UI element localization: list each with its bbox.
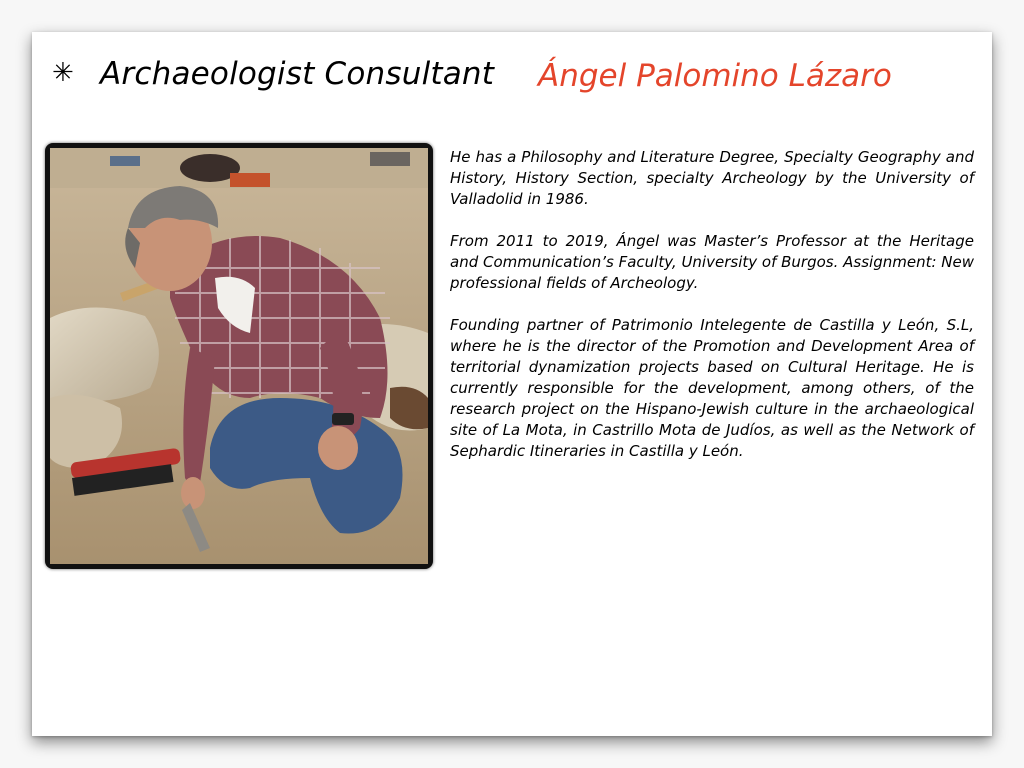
photo-frame bbox=[45, 143, 433, 569]
slide bbox=[32, 32, 992, 736]
bio-paragraph-professor: From 2011 to 2019, Ángel was Master’s Professor at the Heritage and Communication’s Faculty, University of Burgos. Assignment: New professional fields of Archeology. bbox=[450, 232, 974, 292]
title-row bbox=[52, 54, 972, 104]
archaeologist-photo bbox=[50, 148, 428, 564]
slide-title: Archaeologist Consultant bbox=[100, 56, 495, 92]
bio-text bbox=[450, 147, 974, 483]
bio-paragraph-founding-partner: Founding partner of Patrimonio Intelegente de Castilla y León, S.L, where he is the director of the Promotion and Development Area of territorial dynamization projects based on Cultural Heritage. He is currently responsible for the development, among others, of the research project on the Hispano-Jewish culture in the archaeological site of La Mota, in Castrillo Mota de Judíos, as well as the Network of Sephardic Itineraries in Castilla y León. bbox=[450, 316, 974, 460]
person-name: Ángel Palomino Lázaro bbox=[538, 58, 892, 94]
bio-paragraph-education: He has a Philosophy and Literature Degree, Specialty Geography and History, History Section, specialty Archeology by the University of Valladolid in 1986. bbox=[450, 148, 974, 208]
asterisk-bullet-icon: ✳ bbox=[52, 58, 74, 88]
